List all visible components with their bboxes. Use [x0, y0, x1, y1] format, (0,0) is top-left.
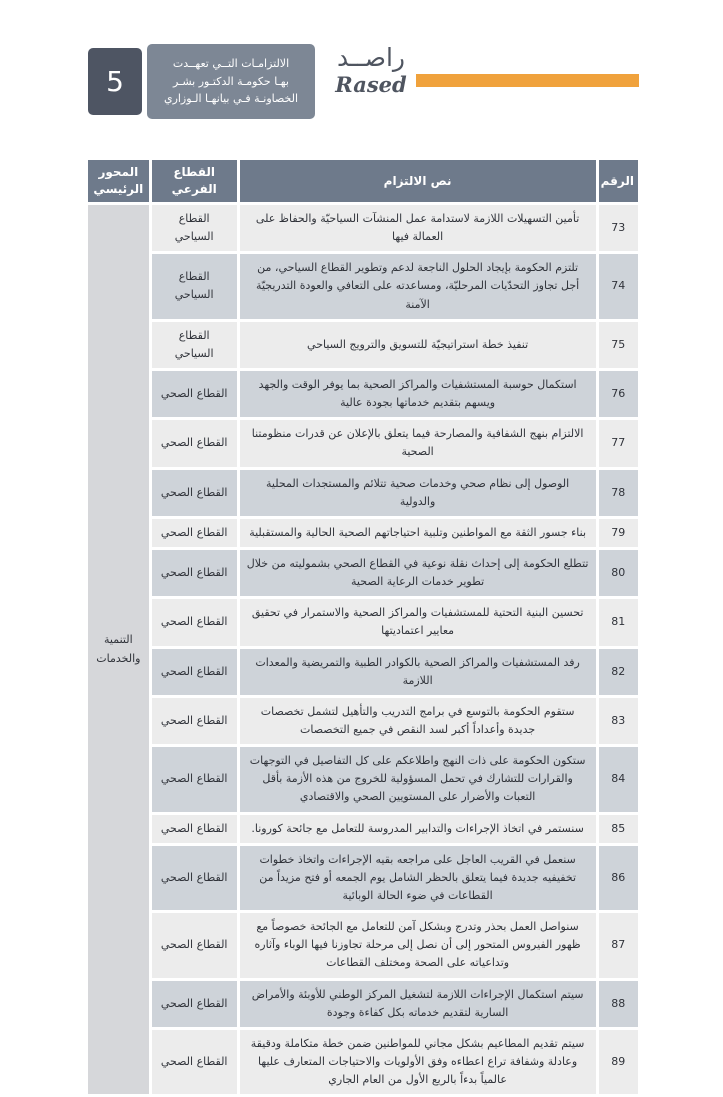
table-header-row: [88, 160, 638, 202]
report-title-line-1: الالتزامـات التــي تعهــدت: [172, 56, 290, 70]
sub-sector-cell: القطاع الصحي: [152, 1030, 237, 1094]
rased-logo-arabic: راصــد: [336, 43, 406, 72]
header-number: الرقم: [599, 160, 638, 202]
commitment-text-cell: استكمال حوسبة المستشفيات والمراكز الصحية بما يوفر الوقت والجهد ويسهم بتقديم خدماتها بجودة عالية: [240, 371, 596, 417]
page-number-badge: [88, 48, 142, 115]
commitment-text-cell: تتطلع الحكومة إلى إحداث نقلة نوعية في القطاع الصحي بشموليته من خلال تطوير خدمات الرعاية الصحية: [240, 550, 596, 596]
orange-divider-rule: [416, 74, 639, 87]
table-row: [88, 815, 638, 843]
commitment-text-cell: تنفيذ خطة استراتيجيّة للتسويق والترويج السياحي: [240, 322, 596, 368]
table-row: [88, 205, 638, 251]
commitment-text-cell: سيتم تقديم المطاعيم بشكل مجاني للمواطنين ضمن خطة متكاملة ودقيقة وعادلة وشفافة تراع اعطاءه وفق الأولويات والاحتياجات المتعارف عليها عالمياً بدءاً بالربع الأول من العام الجاري: [240, 1030, 596, 1094]
table-row: [88, 846, 638, 910]
commitment-text-cell: تحسين البنية التحتية للمستشفيات والمراكز الصحية والاستمرار في تحقيق معايير اعتماديتها: [240, 599, 596, 645]
sub-sector-cell: القطاع السياحي: [152, 254, 237, 318]
commitment-text-cell: ستقوم الحكومة بالتوسع في برامج التدريب والتأهيل لتشمل تخصصات جديدة وأعداداً أكبر لسد النقص في جميع التخصصات: [240, 698, 596, 744]
row-number-cell: 75: [599, 322, 638, 368]
report-title-line-2: بهـا حكومـة الدكتـور بشـر: [173, 74, 289, 88]
row-number-cell: 76: [599, 371, 638, 417]
sub-sector-cell: القطاع الصحي: [152, 470, 237, 516]
commitment-text-cell: سنستمر في اتخاذ الإجراءات والتدابير المدروسة للتعامل مع جائحة كورونا.: [240, 815, 596, 843]
table-row: [88, 1030, 638, 1094]
commitment-text-cell: الالتزام بنهج الشفافية والمصارحة فيما يتعلق بالإعلان عن قدرات منظومتنا الصحية: [240, 420, 596, 466]
table-row: [88, 747, 638, 811]
sub-sector-cell: القطاع الصحي: [152, 420, 237, 466]
commitment-text-cell: سنواصل العمل بحذر وتدرج وبشكل آمن للتعامل مع الجائحة خصوصاً مع ظهور الفيروس المتحور إلى أن نصل إلى مرحلة تجاوزنا فيها الوباء وآثاره وتداعياته على الصحة ومختلف القطاعات: [240, 913, 596, 977]
commitments-table-wrap: [85, 157, 641, 1097]
row-number-cell: 84: [599, 747, 638, 811]
table-row: [88, 698, 638, 744]
table-row: [88, 322, 638, 368]
page-number: 5: [106, 65, 124, 98]
table-row: [88, 420, 638, 466]
table-row: [88, 599, 638, 645]
commitment-text-cell: تلتزم الحكومة بإيجاد الحلول الناجعة لدعم وتطوير القطاع السياحي، من أجل تجاوز التحدّيات المرحليّة، ومساعدته على التعافي والعودة التدريجيّة الآمنة: [240, 254, 596, 318]
sub-sector-cell: القطاع الصحي: [152, 815, 237, 843]
row-number-cell: 79: [599, 519, 638, 547]
sub-sector-cell: القطاع الصحي: [152, 747, 237, 811]
row-number-cell: 89: [599, 1030, 638, 1094]
table-row: [88, 649, 638, 695]
commitment-text-cell: تأمين التسهيلات اللازمة لاستدامة عمل المنشآت السياحيّة والحفاظ على العمالة فيها: [240, 205, 596, 251]
sub-sector-cell: القطاع الصحي: [152, 698, 237, 744]
sub-sector-cell: القطاع السياحي: [152, 205, 237, 251]
row-number-cell: 77: [599, 420, 638, 466]
header-main-axis: المحور الرئيسي: [88, 160, 149, 202]
sub-sector-cell: القطاع الصحي: [152, 913, 237, 977]
row-number-cell: 80: [599, 550, 638, 596]
sub-sector-cell: القطاع الصحي: [152, 519, 237, 547]
commitment-text-cell: سيتم استكمال الإجراءات اللازمة لتشغيل المركز الوطني للأوبئة والأمراض السارية لتقديم خدماته بكل كفاءة وجودة: [240, 981, 596, 1027]
table-row: [88, 981, 638, 1027]
row-number-cell: 73: [599, 205, 638, 251]
table-row: [88, 371, 638, 417]
row-number-cell: 81: [599, 599, 638, 645]
report-title-box: [147, 44, 315, 119]
sub-sector-cell: القطاع السياحي: [152, 322, 237, 368]
header-sub-sector: القطاع الفرعي: [152, 160, 237, 202]
commitment-text-cell: سنعمل في القريب العاجل على مراجعه بقيه الإجراءات واتخاذ خطوات تخفيفيه جديدة فيما يتعلق بالحظر الشامل يوم الجمعه أو فتح مزيداً من القطاعات في ضوء الحالة الوبائية: [240, 846, 596, 910]
row-number-cell: 83: [599, 698, 638, 744]
table-body: [88, 205, 638, 1094]
commitments-table: [85, 157, 641, 1097]
row-number-cell: 82: [599, 649, 638, 695]
sub-sector-cell: القطاع الصحي: [152, 846, 237, 910]
sub-sector-cell: القطاع الصحي: [152, 371, 237, 417]
commitment-text-cell: بناء جسور الثقة مع المواطنين وتلبية احتياجاتهم الصحية الحالية والمستقبلية: [240, 519, 596, 547]
commitment-text-cell: رفد المستشفيات والمراكز الصحية بالكوادر الطبية والتمريضية والمعدات اللازمة: [240, 649, 596, 695]
sub-sector-cell: القطاع الصحي: [152, 981, 237, 1027]
row-number-cell: 74: [599, 254, 638, 318]
row-number-cell: 86: [599, 846, 638, 910]
main-axis-cell: التنمية والخدمات: [88, 205, 149, 1094]
table-row: [88, 913, 638, 977]
row-number-cell: 87: [599, 913, 638, 977]
rased-logo-latin: Rased: [335, 71, 407, 97]
table-row: [88, 254, 638, 318]
rased-logo: [330, 44, 412, 97]
table-row: [88, 550, 638, 596]
row-number-cell: 85: [599, 815, 638, 843]
header-commitment: نص الالتزام: [240, 160, 596, 202]
sub-sector-cell: القطاع الصحي: [152, 550, 237, 596]
row-number-cell: 88: [599, 981, 638, 1027]
table-row: [88, 519, 638, 547]
sub-sector-cell: القطاع الصحي: [152, 649, 237, 695]
sub-sector-cell: القطاع الصحي: [152, 599, 237, 645]
report-title-line-3: الخصاونـة فـي بيانهـا الـوزاري: [163, 92, 299, 106]
row-number-cell: 78: [599, 470, 638, 516]
table-row: [88, 470, 638, 516]
commitment-text-cell: الوصول إلى نظام صحي وخدمات صحية تتلائم والمستجدات المحلية والدولية: [240, 470, 596, 516]
commitment-text-cell: ستكون الحكومة على ذات النهج واطلاعكم على كل التفاصيل في التوجهات والقرارات للتشارك في تحمل المسؤولية للخروج من هذه الأزمة بأقل التعبات والأضرار على المستويين الصحي والاقتصادي: [240, 747, 596, 811]
